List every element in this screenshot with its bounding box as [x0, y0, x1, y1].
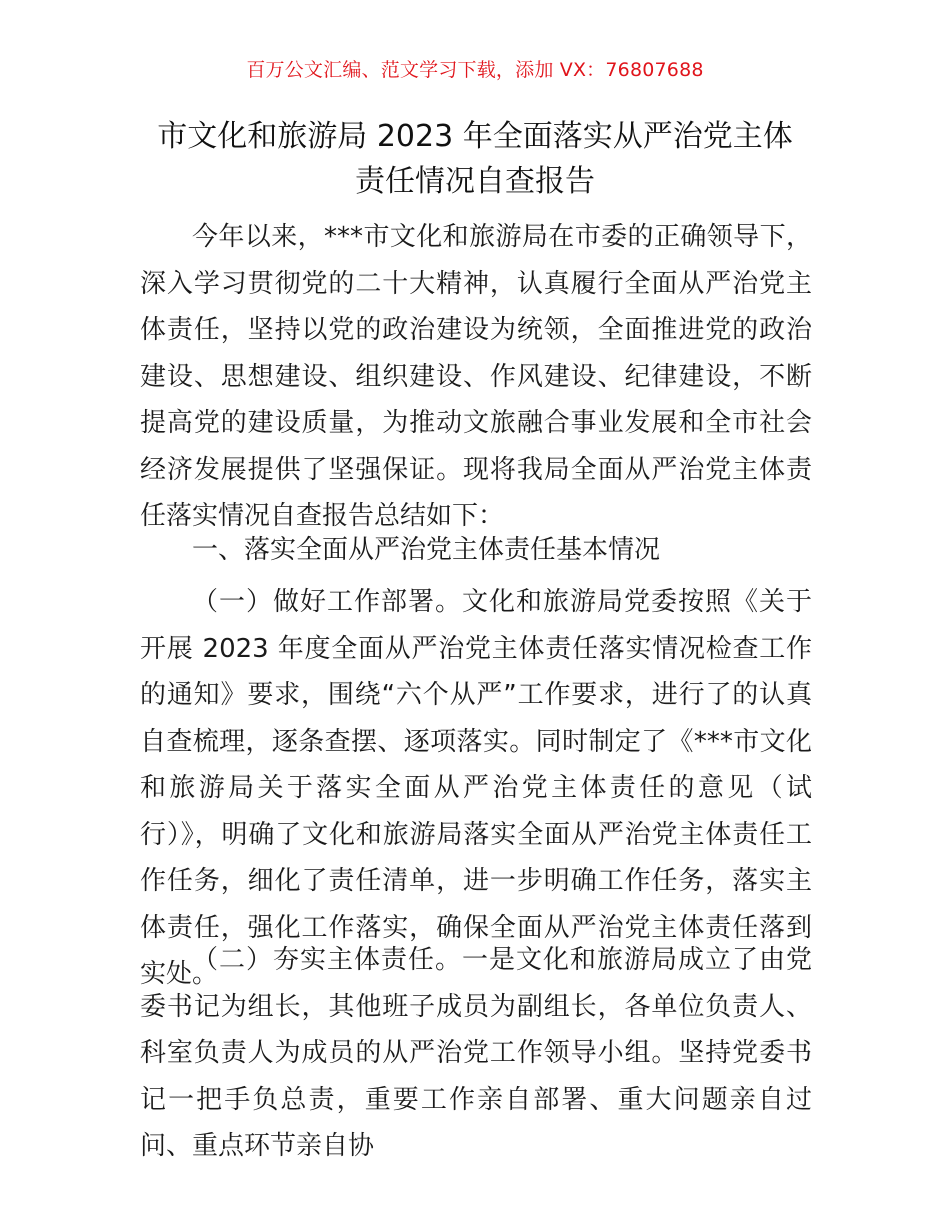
section-paragraph-2 [140, 937, 812, 1170]
page-title [120, 114, 830, 204]
section-heading-1-text: 一、落实全面从严治党主体责任基本情况 [192, 535, 661, 565]
intro-paragraph [140, 214, 812, 540]
title-line-1: 市文化和旅游局 2023 年全面落实从严治党主体 [157, 119, 793, 154]
section-heading-1 [140, 527, 812, 574]
intro-paragraph-text: 今年以来，***市文化和旅游局在市委的正确领导下，深入学习贯彻党的二十大精神，认真履行全面从严治党主体责任，坚持以党的政治建设为统领，全面推进党的政治建设、思想建设、组织建设、作风建设、纪律建设，不断提高党的建设质量，为推动文旅融合事业发展和全市社会经济发展提供了坚强保证。现将我局全面从严治党主体责任落实情况自查报告总结如下： [140, 222, 812, 531]
section-paragraph-1-text: （一）做好工作部署。文化和旅游局党委按照《关于开展 2023 年度全面从严治党主体责任落实情况检查工作的通知》要求，围绕“六个从严”工作要求，进行了的认真自查梳理，逐条查摆、逐项落实。同时制定了《***市文化和旅游局关于落实全面从严治党主体责任的意见（试行）》，明确了文化和旅游局落实全面从严治党主体责任工作任务，细化了责任清单，进一步明确工作任务，落实主体责任，强化工作落实，确保全面从严治党主体责任落到实处。 [140, 587, 812, 989]
section-paragraph-2-text: （二）夯实主体责任。一是文化和旅游局成立了由党委书记为组长，其他班子成员为副组长，各单位负责人、科室负责人为成员的从严治党工作领导小组。坚持党委书记一把手负总责，重要工作亲自部署、重大问题亲自过问、重点环节亲自协 [140, 945, 812, 1161]
section-paragraph-1 [140, 579, 812, 998]
title-line-2: 责任情况自查报告 [355, 164, 595, 199]
header-watermark-note: 百万公文汇编、范文学习下载，添加 VX：76807688 [246, 59, 704, 81]
